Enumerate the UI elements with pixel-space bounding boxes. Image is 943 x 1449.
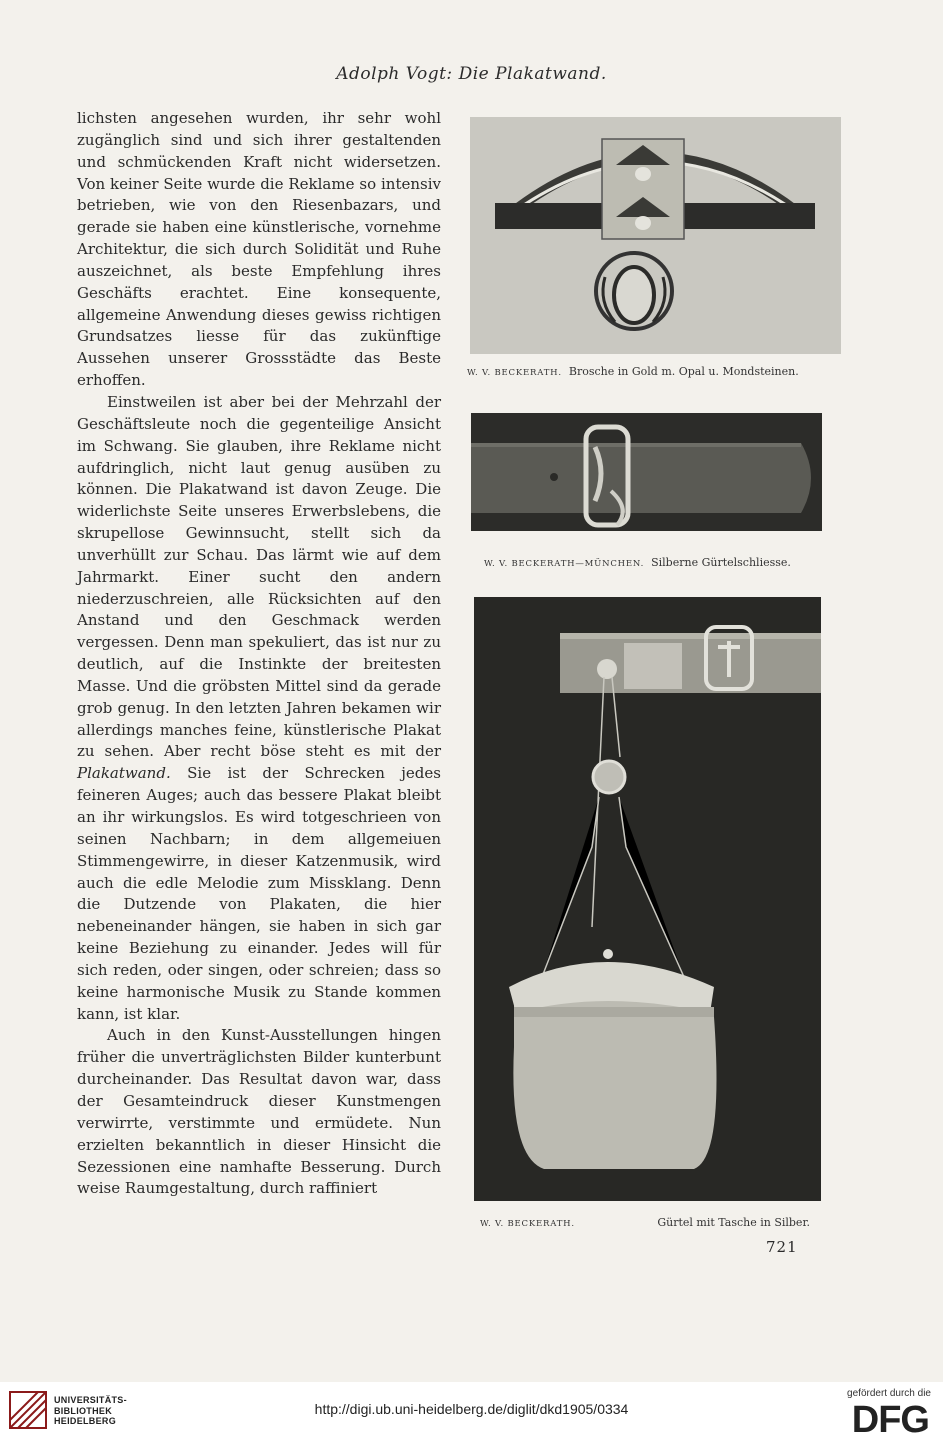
- paragraph-2-italic: Plakatwand.: [77, 764, 171, 783]
- buckle-photo: [471, 413, 822, 531]
- permalink-url[interactable]: http://digi.ub.uni-heidelberg.de/diglit/dkd1905/0334: [314, 1401, 629, 1417]
- institution-line-3: HEIDELBERG: [54, 1416, 117, 1426]
- institution-line-1: UNIVERSITÄTS-: [54, 1395, 127, 1405]
- page-number: 721: [766, 1238, 798, 1256]
- paragraph-2-text-b: Sie ist der Schrecken jedes feineren Auges; auch das bessere Plakat bleibt an ihr wirkungslos. Es wird totgeschrieen von seinen Nachbarn; in dem allgemeiuen Stimmengewirre, in dieser Katzenmusik, wird auch die edle Melodie zum Missklang. Denn die Dutzende von Plakaten, die hier nebeneinander hängen, sie haben in sich gar keine Beziehung zu einander. Jedes will für sich reden, oder singen, oder schreien; dass so keine harmonische Musik zu Stande kommen kann, ist klar.: [77, 764, 441, 1023]
- figure-2-artist: W. V. BECKERATH—MÜNCHEN.: [484, 559, 645, 569]
- figure-1-caption: [467, 365, 799, 378]
- figure-1-artist: W. V. BECKERATH.: [467, 368, 562, 378]
- body-text-column: [77, 108, 441, 1200]
- paragraph-1: lichsten angesehen wurden, ihr sehr wohl zugänglich sind und sich ihrer gestaltenden und schmückenden Kraft nicht widersetzen. Von keiner Seite wurde die Reklame so intensiv betrieben, wie von den Riesenbazars, und gerade sie haben eine künstlerische, vornehme Architektur, die sich durch Solidität und Ruhe auszeichnet, als beste Empfehlung ihres Geschäfts erachtet. Eine konsequente, allgemeine Anwendung dieses gewiss richtigen Grundsatzes liesse für das zukünftige Aussehen unserer Grossstädte das Beste erhoffen.: [77, 109, 441, 390]
- buckle-illustration: [471, 413, 822, 531]
- figure-2-title: Silberne Gürtelschliesse.: [651, 556, 791, 569]
- figure-3-caption: [480, 1216, 810, 1229]
- running-header: Adolph Vogt: Die Plakatwand.: [336, 64, 607, 84]
- paragraph-3: Auch in den Kunst-Ausstellungen hingen früher die unverträglichsten Bilder kunterbunt durcheinander. Das Resultat davon war, dass der Gesamteindruck dieser Kunstmengen verwirrte, verstimmte und ermüdete. Nun erzielten bekanntlich in dieser Hinsicht die Sezessionen eine namhafte Besserung. Durch weise Raumgestaltung, durch raffiniert: [77, 1026, 441, 1198]
- brooch-photo: [470, 117, 841, 354]
- figure-1-title: Brosche in Gold m. Opal u. Mondsteinen.: [568, 365, 799, 378]
- belt-bag-photo: [474, 597, 821, 1201]
- institution-line-2: BIBLIOTHEK: [54, 1405, 112, 1416]
- brooch-illustration: [470, 117, 841, 354]
- footer-bar: [0, 1382, 943, 1449]
- paragraph-2: [77, 392, 441, 1025]
- dfg-logo: DFG: [851, 1399, 929, 1441]
- figure-3-title: Gürtel mit Tasche in Silber.: [657, 1216, 810, 1229]
- figure-3-artist: W. V. BECKERATH.: [480, 1219, 575, 1229]
- funding-note: gefördert durch die: [847, 1388, 931, 1399]
- figure-2-caption: [484, 556, 791, 569]
- belt-bag-illustration: [474, 597, 821, 1201]
- paragraph-2-text-a: Einstweilen ist aber bei der Mehrzahl der Geschäftsleute noch die gegenteilige Ansicht im Schwang. Sie glauben, ihre Reklame nicht aufdringlich, nicht laut genug ausüben zu können. Die Plakatwand ist davon Zeuge. Die widerlichste Seite unseres Erwerbslebens, die skrupellose Gewinnsucht, stellt sich da unverhüllt zur Schau. Das lärmt wie auf dem Jahrmarkt. Einer sucht den andern niederzuschreien, alle Rücksichten auf den Anstand und den Geschmack werden vergessen. Denn man spekuliert, das ist nur zu deutlich, auf die Instinkte der breitesten Masse. Und die gröbsten Mittel sind da gerade grob genug. In den letzten Jahren bekamen wir allerdings manches feine, künstlerische Plakat zu sehen. Aber recht böse steht es mit der: [77, 392, 441, 761]
